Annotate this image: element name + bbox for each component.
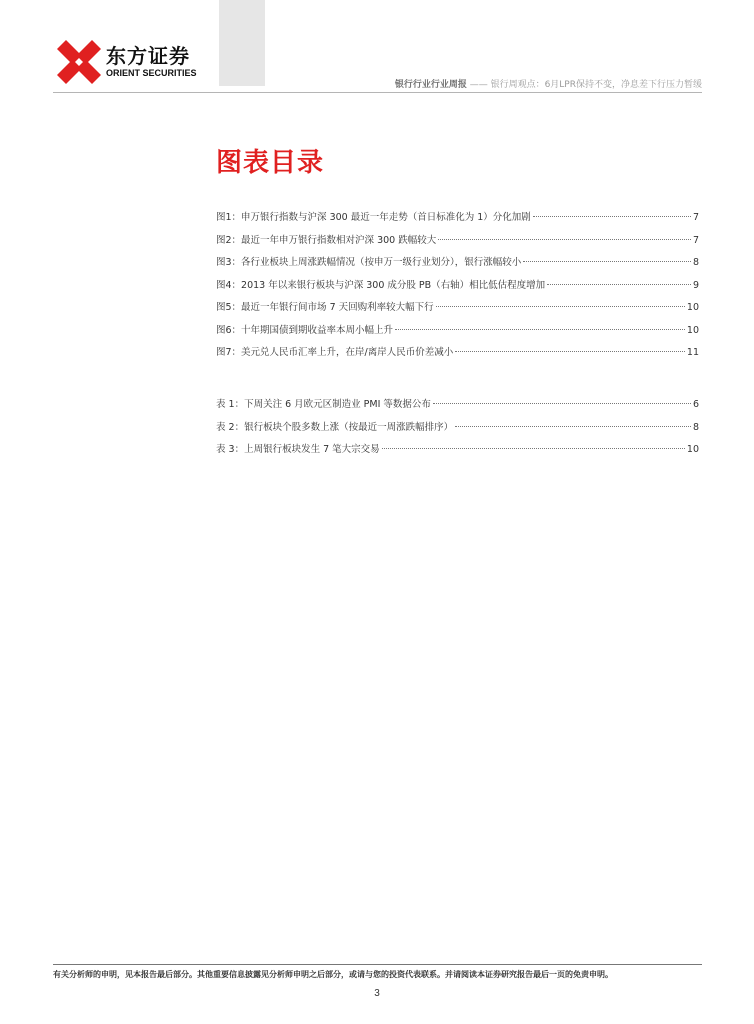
toc-leader-dots [436, 306, 685, 307]
toc-leader-dots [547, 284, 691, 285]
toc-entry-page: 11 [686, 347, 699, 358]
toc-entry-page: 10 [686, 302, 699, 313]
toc-entry-page: 10 [686, 324, 699, 336]
logo-english-name: ORIENT SECURITIES [106, 68, 197, 78]
logo-chinese-name: 东方证券 [106, 44, 190, 68]
toc-entry-label: 图6：十年期国债到期收益率本周小幅上升 [216, 324, 394, 336]
toc-entry-label: 图4：2013 年以来银行板块与沪深 300 成分股 PB（右轴）相比低估程度增加 [216, 279, 546, 291]
footer-divider [53, 964, 702, 965]
toc-leader-dots [455, 351, 685, 352]
report-type: 银行行业行业周报 [394, 80, 467, 90]
logo-mark-icon [57, 40, 101, 84]
toc-heading: 图表目录 [216, 148, 325, 178]
toc-entry-label: 图7：美元兑人民币汇率上升，在岸/离岸人民币价差减小 [216, 347, 454, 358]
toc-entry-label: 表 2：银行板块个股多数上涨（按最近一周涨跌幅排序） [216, 421, 454, 433]
report-header-title [395, 77, 702, 90]
toc-leader-dots [433, 403, 691, 404]
toc-entry[interactable] [216, 419, 699, 442]
figure-toc-list [216, 209, 699, 367]
toc-leader-dots [395, 329, 685, 330]
toc-leader-dots [382, 448, 685, 449]
toc-entry[interactable] [216, 322, 699, 345]
toc-entry-page: 6 [692, 399, 699, 410]
toc-entry[interactable] [216, 232, 699, 255]
table-toc-list [216, 396, 699, 464]
page-number: 3 [374, 988, 380, 999]
toc-entry-page: 9 [692, 279, 699, 291]
toc-leader-dots [533, 216, 691, 217]
report-subtitle: 银行周观点：6月LPR保持不变，净息差下行压力暂缓 [490, 80, 702, 90]
toc-entry-page: 7 [692, 212, 699, 223]
toc-entry-label: 表 3：上周银行板块发生 7 笔大宗交易 [216, 444, 380, 455]
footer-disclaimer: 有关分析师的申明，见本报告最后部分。其他重要信息披露见分析师申明之后部分，或请与您的投资代表联系。并请阅读本证券研究报告最后一页的免责申明。 [53, 970, 613, 979]
toc-leader-dots [455, 426, 691, 427]
toc-leader-dots [438, 239, 691, 240]
toc-entry-label: 表 1：下周关注 6 月欧元区制造业 PMI 等数据公布 [216, 399, 431, 410]
header-separator: —— [466, 80, 491, 90]
toc-entry-page: 10 [686, 444, 699, 455]
toc-entry-page: 7 [692, 234, 699, 246]
toc-entry[interactable] [216, 441, 699, 464]
toc-entry-label: 图2：最近一年申万银行指数相对沪深 300 跌幅较大 [216, 234, 437, 246]
toc-entry[interactable] [216, 277, 699, 300]
toc-entry[interactable] [216, 254, 699, 277]
header-decor-band [219, 0, 265, 86]
toc-entry-label: 图5：最近一年银行间市场 7 天回购利率较大幅下行 [216, 302, 434, 313]
toc-entry-label: 图1：申万银行指数与沪深 300 最近一年走势（首日标准化为 1）分化加剧 [216, 212, 531, 223]
toc-entry[interactable] [216, 209, 699, 232]
toc-entry-label: 图3：各行业板块上周涨跌幅情况（按申万一级行业划分），银行涨幅较小 [216, 257, 522, 268]
toc-entry[interactable] [216, 396, 699, 419]
toc-entry[interactable] [216, 344, 699, 367]
toc-leader-dots [523, 261, 691, 262]
toc-entry[interactable] [216, 299, 699, 322]
toc-entry-page: 8 [692, 257, 699, 268]
header-divider [53, 92, 702, 93]
company-logo [57, 40, 197, 84]
toc-entry-page: 8 [692, 421, 699, 433]
